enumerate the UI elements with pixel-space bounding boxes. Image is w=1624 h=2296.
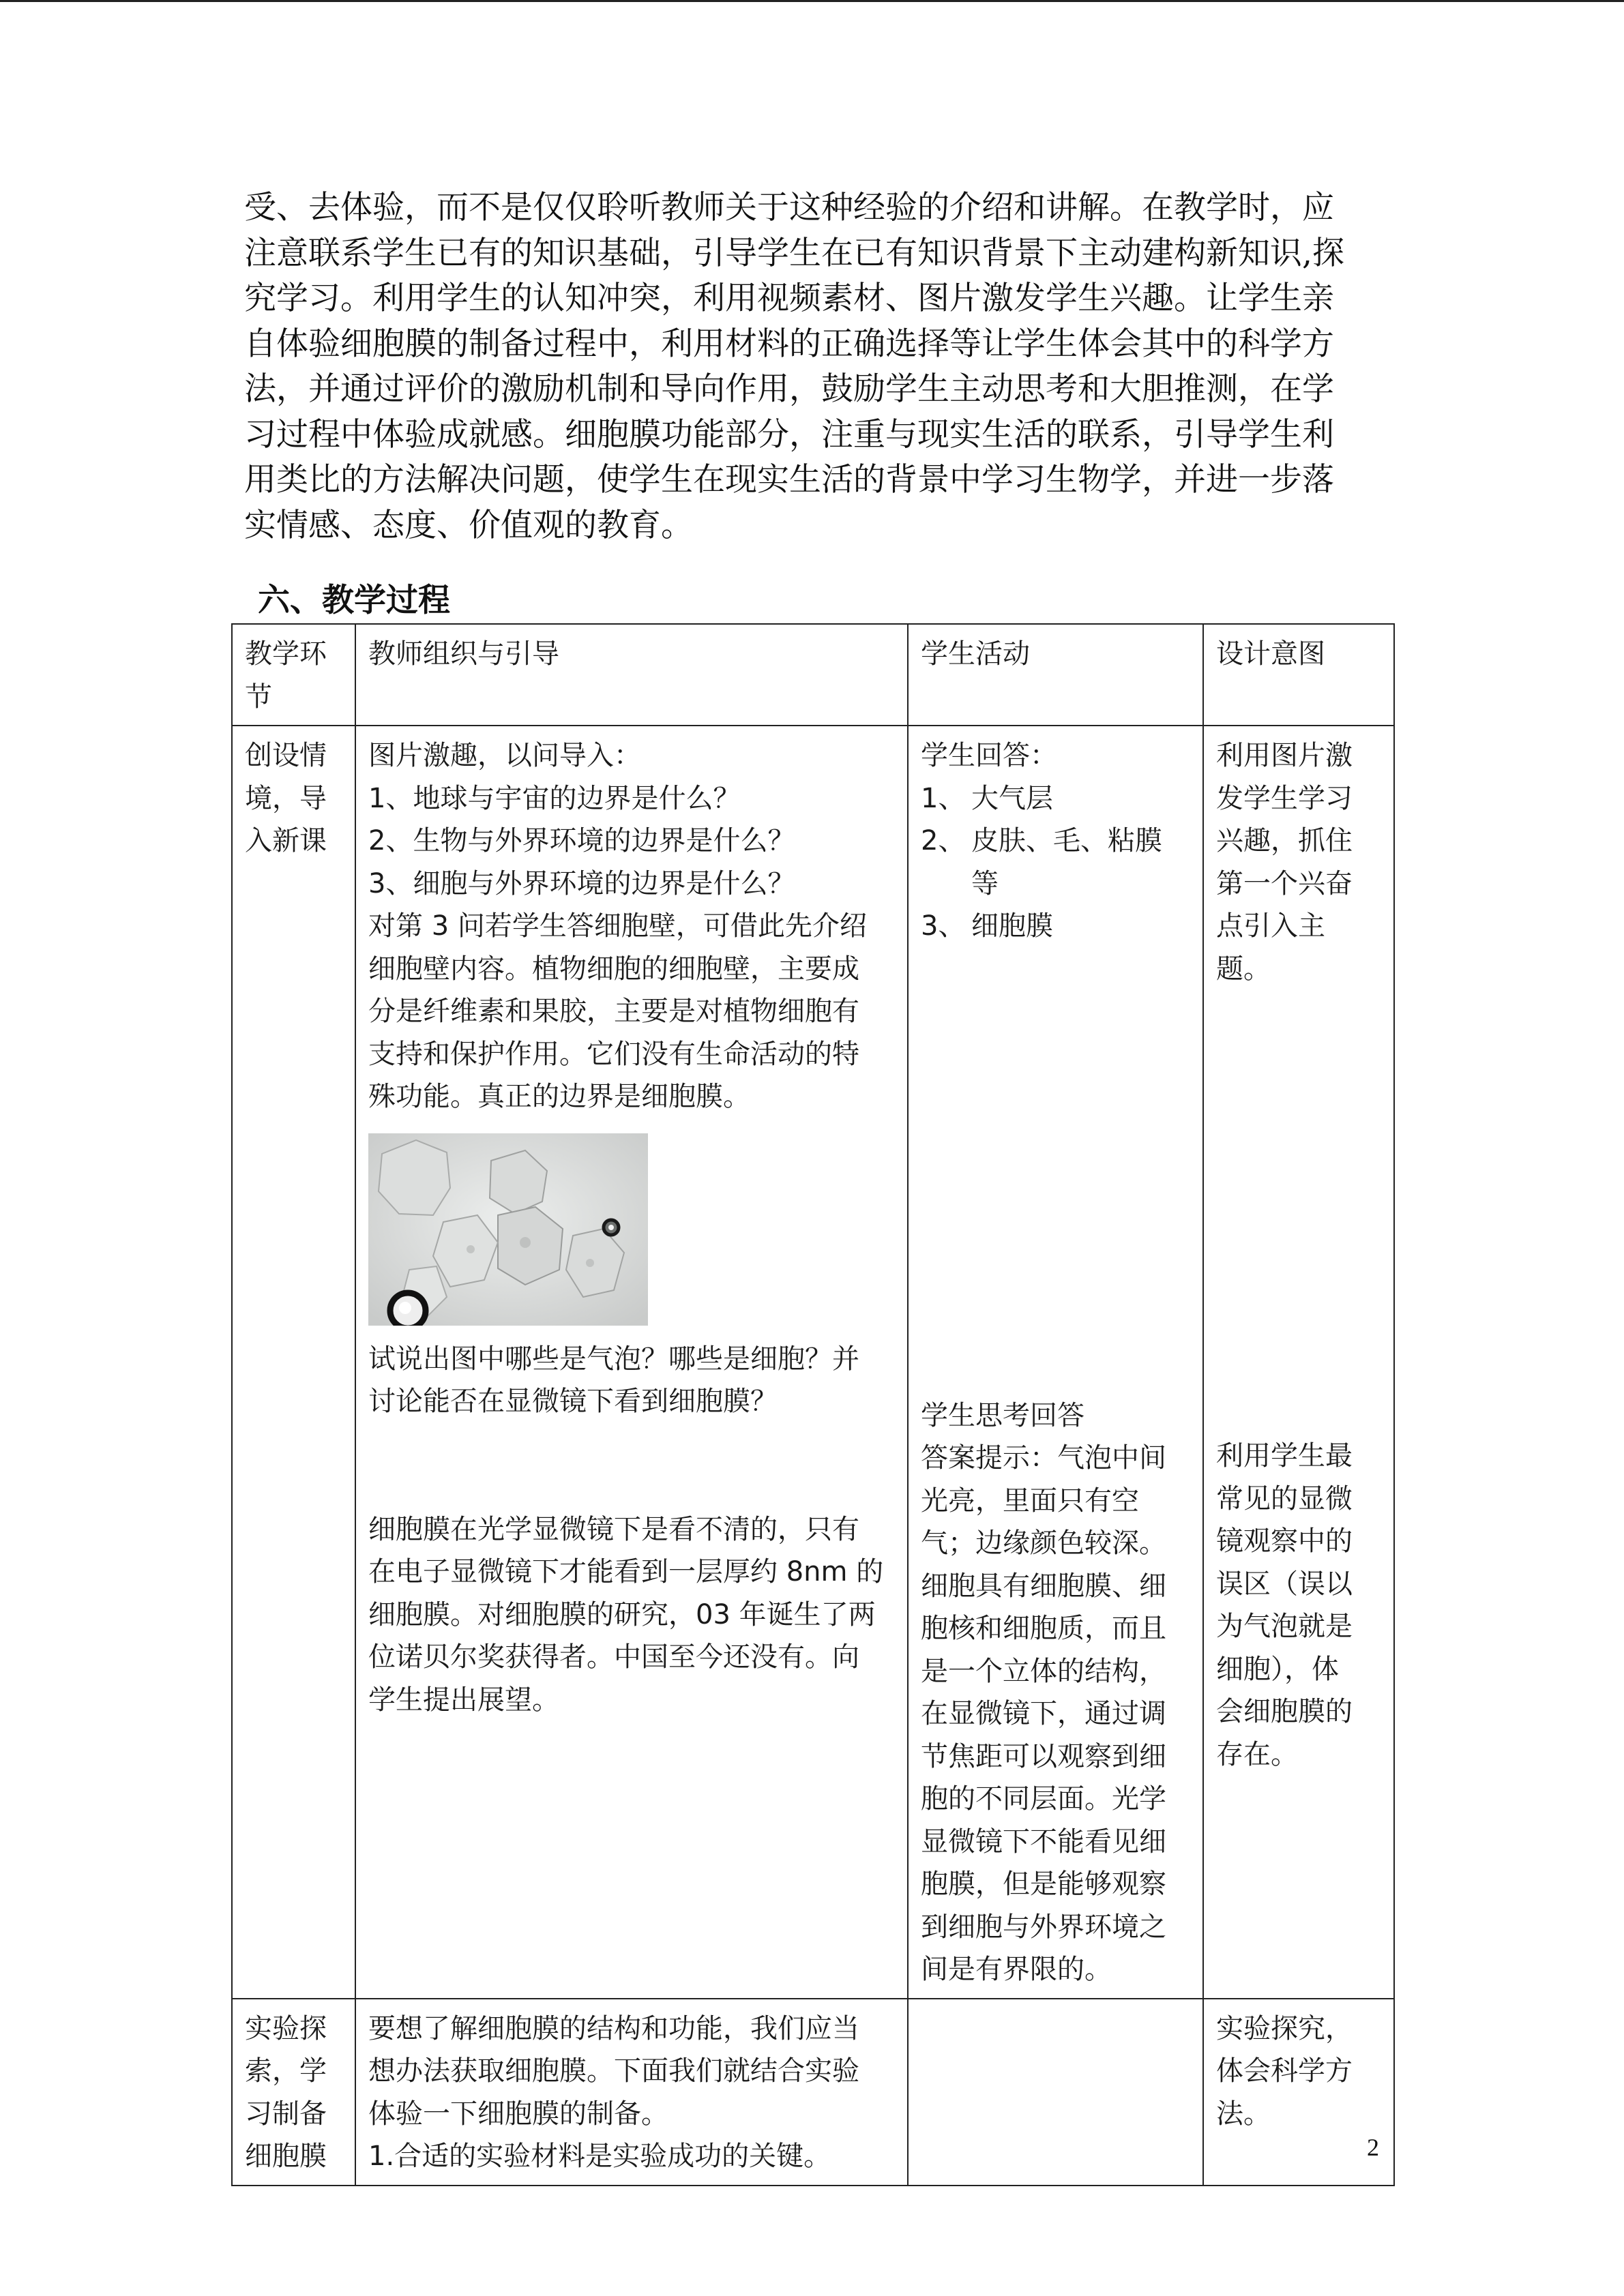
intent-line: 细胞），体 (1216, 1653, 1339, 1685)
student-line: 显微镜下不能看见细 (921, 1825, 1166, 1858)
row2-intent (1203, 1999, 1394, 2186)
student-line: 节焦距可以观察到细 (921, 1740, 1166, 1772)
student-line: 到细胞与外界环境之 (921, 1911, 1166, 1943)
teacher-line: 细胞膜在光学显微镜下是看不清的，只有 (368, 1513, 859, 1545)
intent-line: 第一个兴奋 (1216, 867, 1353, 899)
stage-line: 境，导 (245, 782, 327, 814)
teacher-line: 对第 3 问若学生答细胞壁，可借此先介绍 (368, 910, 867, 942)
teacher-line: 2、生物与外界环境的边界是什么？ (368, 825, 795, 856)
teacher-line: 细胞膜。对细胞膜的研究，03 年诞生了两 (368, 1598, 876, 1630)
teacher-line: 位诺贝尔奖获得者。中国至今还没有。向 (368, 1641, 859, 1673)
header-student-label: 学生活动 (921, 638, 1030, 670)
answer-text: 细胞膜 (971, 910, 1053, 942)
intent-line: 法。 (1216, 2098, 1271, 2130)
row1-stage (232, 726, 355, 1999)
header-student (908, 624, 1203, 726)
intent-line: 兴趣，抓住 (1216, 825, 1353, 856)
student-line: 学生思考回答 (921, 1399, 1084, 1431)
answer-text: 大气层 (971, 782, 1053, 814)
stage-line: 创设情 (245, 740, 327, 771)
row1-teacher (355, 726, 908, 1999)
student-line: 在显微镜下，通过调 (921, 1698, 1166, 1729)
stage-line: 实验探 (245, 2012, 327, 2044)
section-heading: 六、教学过程 (258, 582, 450, 619)
teacher-line: 1、地球与宇宙的边界是什么？ (368, 782, 741, 814)
intent-line: 误区（误以 (1216, 1568, 1353, 1600)
intent-line: 会细胞膜的 (1216, 1696, 1353, 1727)
header-teacher (355, 624, 908, 726)
teacher-line: 在电子显微镜下才能看到一层厚约 8nm 的 (368, 1556, 884, 1587)
intro-line: 注意联系学生已有的知识基础，引导学生在已有知识背景下主动建构新知识,探 (244, 234, 1344, 272)
intro-line: 自体验细胞膜的制备过程中，利用材料的正确选择等让学生体会其中的科学方 (244, 325, 1334, 363)
intent-line: 镜观察中的 (1216, 1525, 1353, 1557)
top-border-line (0, 0, 1624, 2)
teacher-line: 3、细胞与外界环境的边界是什么？ (368, 867, 795, 899)
table-row (232, 1999, 1394, 2186)
student-line: 间是有界限的。 (921, 1954, 1112, 1985)
stage-line: 习制备 (245, 2098, 327, 2130)
teacher-line: 图片激趣，以问导入： (368, 740, 641, 771)
student-line: 光亮，里面只有空 (921, 1485, 1139, 1517)
teacher-line: 要想了解细胞膜的结构和功能，我们应当 (368, 2012, 859, 2044)
intro-line: 实情感、态度、价值观的教育。 (244, 506, 693, 544)
header-teacher-label: 教师组织与引导 (368, 638, 559, 670)
teacher-line: 试说出图中哪些是气泡？哪些是细胞？并 (368, 1343, 859, 1375)
teacher-line: 体验一下细胞膜的制备。 (368, 2098, 668, 2130)
header-stage (232, 624, 355, 726)
student-line: 是一个立体的结构， (921, 1655, 1166, 1687)
intent-line: 常见的显微 (1216, 1482, 1353, 1515)
intent-line: 题。 (1216, 953, 1271, 985)
intro-line: 法，并通过评价的激励机制和导向作用，鼓励学生主动思考和大胆推测，在学 (244, 370, 1334, 408)
answer-text: 等 (971, 867, 999, 899)
intent-line: 存在。 (1216, 1738, 1298, 1770)
intro-paragraph (244, 185, 1376, 548)
teacher-line: 支持和保护作用。它们没有生命活动的特 (368, 1038, 859, 1070)
intent-line: 发学生学习 (1216, 782, 1353, 814)
stage-line: 入新课 (245, 825, 327, 856)
row2-stage (232, 1999, 355, 2186)
teacher-line: 学生提出展望。 (368, 1684, 559, 1716)
table-row (232, 726, 1394, 1999)
teacher-line: 1.合适的实验材料是实验成功的关键。 (368, 2141, 831, 2172)
intro-line: 习过程中体验成就感。细胞膜功能部分，注重与现实生活的联系，引导学生利 (244, 415, 1334, 453)
intent-line: 实验探究， (1216, 2012, 1353, 2044)
teacher-line: 分是纤维素和果胶，主要是对植物细胞有 (368, 996, 859, 1027)
intent-line: 利用学生最 (1216, 1440, 1353, 1472)
table-header-row (232, 624, 1394, 726)
answer-number: 3、 (921, 910, 966, 942)
student-line: 气；边缘颜色较深。 (921, 1527, 1166, 1559)
header-stage-line: 教学环 (245, 638, 327, 670)
intent-line: 体会科学方 (1216, 2055, 1353, 2087)
student-answer-item (921, 777, 1193, 820)
header-intent-label: 设计意图 (1216, 638, 1325, 670)
intro-line: 究学习。利用学生的认知冲突，利用视频素材、图片激发学生兴趣。让学生亲 (244, 280, 1334, 317)
student-answer-item (921, 820, 1193, 863)
row1-student (908, 726, 1203, 1999)
student-line: 胞的不同层面。光学 (921, 1783, 1166, 1815)
stage-line: 索，学 (245, 2055, 327, 2087)
teacher-line: 细胞壁内容。植物细胞的细胞壁，主要成 (368, 953, 859, 985)
student-title: 学生回答： (921, 740, 1057, 771)
student-line: 细胞具有细胞膜、细 (921, 1570, 1166, 1602)
intent-line: 为气泡就是 (1216, 1611, 1353, 1642)
student-line: 答案提示：气泡中间 (921, 1442, 1166, 1474)
intent-line: 利用图片激 (1216, 740, 1353, 771)
answer-number: 2、 (921, 825, 966, 856)
intent-line: 点引入主 (1216, 910, 1325, 942)
row2-student (908, 1999, 1203, 2186)
microscope-cells-image (368, 1133, 648, 1326)
answer-number: 1、 (921, 782, 966, 814)
student-answer-item (921, 905, 1193, 948)
intro-line: 用类比的方法解决问题，使学生在现实生活的背景中学习生物学，并进一步落 (244, 461, 1334, 498)
row1-intent (1203, 726, 1394, 1999)
student-line: 胞膜，但是能够观察 (921, 1868, 1166, 1900)
header-stage-line: 节 (245, 681, 272, 713)
teaching-process-table (231, 623, 1395, 2186)
stage-line: 细胞膜 (245, 2141, 327, 2172)
header-intent (1203, 624, 1394, 726)
page-number: 2 (1367, 2134, 1379, 2161)
teacher-line: 讨论能否在显微镜下看到细胞膜？ (368, 1386, 778, 1417)
student-line: 胞核和细胞质，而且 (921, 1613, 1166, 1644)
row2-teacher (355, 1999, 908, 2186)
teacher-line: 殊功能。真正的边界是细胞膜。 (368, 1081, 750, 1112)
teacher-line: 想办法获取细胞膜。下面我们就结合实验 (368, 2055, 859, 2087)
intro-line: 受、去体验，而不是仅仅聆听教师关于这种经验的介绍和讲解。在教学时，应 (244, 189, 1334, 226)
answer-text: 皮肤、毛、粘膜 (971, 825, 1162, 856)
